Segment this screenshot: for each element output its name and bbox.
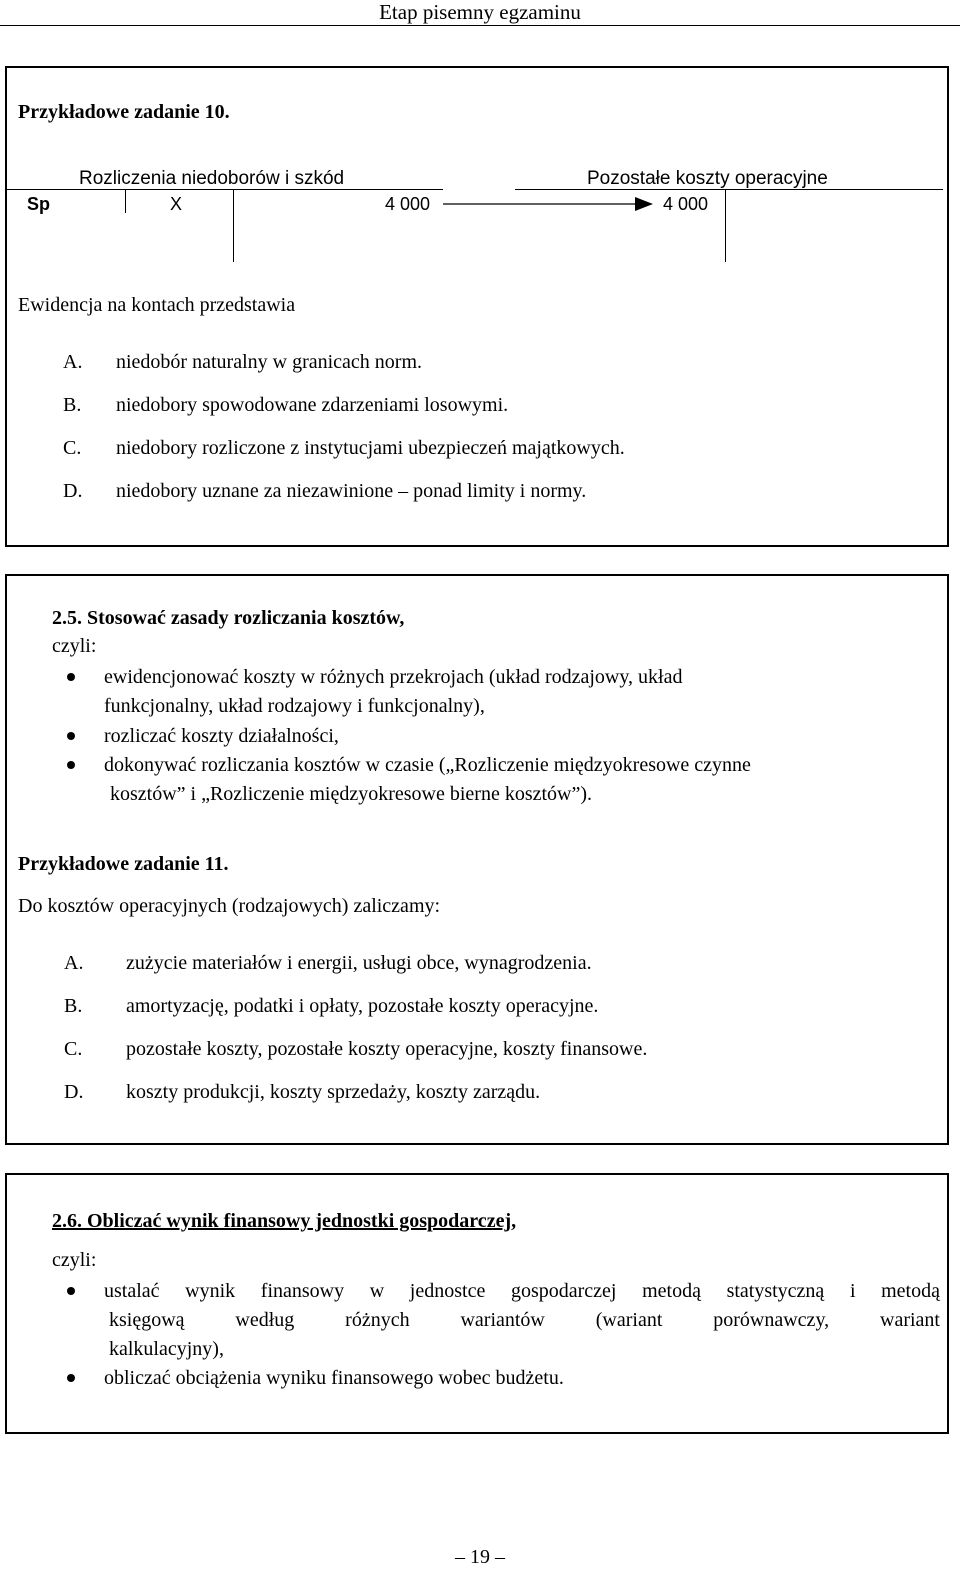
task10-option-b-text: niedobory spowodowane zdarzeniami losowymi. (116, 394, 509, 416)
task10-option-d-letter: D. (63, 480, 83, 502)
left-account-credit-amount: 4 000 (385, 194, 431, 214)
task10-option-d-text: niedobory uznane za niezawinione – ponad limity i normy. (116, 480, 587, 502)
task11-option-c-text: pozostałe koszty, pozostałe koszty operacyjne, koszty finansowe. (126, 1038, 648, 1060)
task11-option-b-text: amortyzację, podatki i opłaty, pozostałe koszty operacyjne. (126, 995, 599, 1017)
section25-bullet3-line1: dokonywać rozliczania kosztów w czasie („Rozliczenie międzyokresowe czynne (104, 754, 751, 776)
running-header: Etap pisemny egzaminu (379, 0, 581, 24)
task11-question: Do kosztów operacyjnych (rodzajowych) zaliczamy: (18, 895, 441, 917)
section26-heading: 2.6. Obliczać wynik finansowy jednostki gospodarczej, (52, 1210, 517, 1232)
left-account-sp: Sp (27, 194, 51, 214)
task11-option-d-letter: D. (64, 1081, 84, 1103)
section26-czyli: czyli: (52, 1249, 97, 1271)
bullet-icon (67, 1287, 75, 1295)
left-account-divider (233, 190, 234, 262)
task10-question: Ewidencja na kontach przedstawia (18, 294, 296, 316)
section25-heading: 2.5. Stosować zasady rozliczania kosztów, (52, 607, 405, 629)
task11-option-a-letter: A. (64, 952, 84, 974)
left-account-top-line (7, 189, 443, 190)
task11-title: Przykładowe zadanie 11. (18, 853, 229, 875)
right-account-debit-amount: 4 000 (663, 194, 709, 214)
task10-option-c-text: niedobory rozliczone z instytucjami ubezpieczeń majątkowych. (116, 437, 625, 459)
task11-option-c-letter: C. (64, 1038, 83, 1060)
bullet-icon (67, 1374, 75, 1382)
bullet-icon (67, 761, 75, 769)
section26-bullet2: obliczać obciążenia wyniku finansowego wobec budżetu. (104, 1367, 564, 1389)
task10-option-a-text: niedobór naturalny w granicach norm. (116, 351, 423, 373)
task11-option-a-text: zużycie materiałów i energii, usługi obce, wynagrodzenia. (126, 952, 592, 974)
right-account-name: Pozostałe koszty operacyjne (587, 168, 828, 189)
bullet-icon (67, 673, 75, 681)
right-account-top-line (515, 189, 943, 190)
section25-bullet2-line1: rozliczać koszty działalności, (104, 725, 339, 747)
left-account-name: Rozliczenia niedoborów i szkód (79, 168, 345, 189)
task10-option-c-letter: C. (63, 437, 82, 459)
right-account-divider (725, 190, 726, 262)
section26-bullet1-line2: księgową według różnych wariantów (wariant porównawczy, wariant (109, 1309, 940, 1331)
left-account-x: X (170, 194, 183, 214)
bullet-icon (67, 732, 75, 740)
section25-bullet1-line2: funkcjonalny, układ rodzajowy i funkcjonalny), (104, 695, 485, 717)
section25-box (5, 574, 949, 1145)
task10-box (5, 66, 949, 547)
task10-option-b-letter: B. (63, 394, 82, 416)
header-rule (0, 25, 960, 26)
task11-option-b-letter: B. (64, 995, 83, 1017)
section25-czyli: czyli: (52, 635, 97, 657)
left-account-sp-divider (125, 190, 126, 213)
page-number: – 19 – (455, 1546, 505, 1568)
section26-bullet1-line1: ustalać wynik finansowy w jednostce gospodarczej metodą statystyczną i metodą (104, 1280, 940, 1302)
task10-option-a-letter: A. (63, 351, 83, 373)
section25-bullet1-line1: ewidencjonować koszty w różnych przekrojach (układ rodzajowy, układ (104, 666, 683, 688)
section26-bullet1-line3: kalkulacyjny), (109, 1338, 224, 1360)
section25-bullet3-line2: kosztów” i „Rozliczenie międzyokresowe bierne kosztów”). (110, 783, 593, 805)
section26-box (5, 1173, 949, 1434)
transfer-arrow-icon (443, 196, 655, 212)
task10-title: Przykładowe zadanie 10. (18, 101, 230, 123)
task11-option-d-text: koszty produkcji, koszty sprzedaży, koszty zarządu. (126, 1081, 541, 1103)
